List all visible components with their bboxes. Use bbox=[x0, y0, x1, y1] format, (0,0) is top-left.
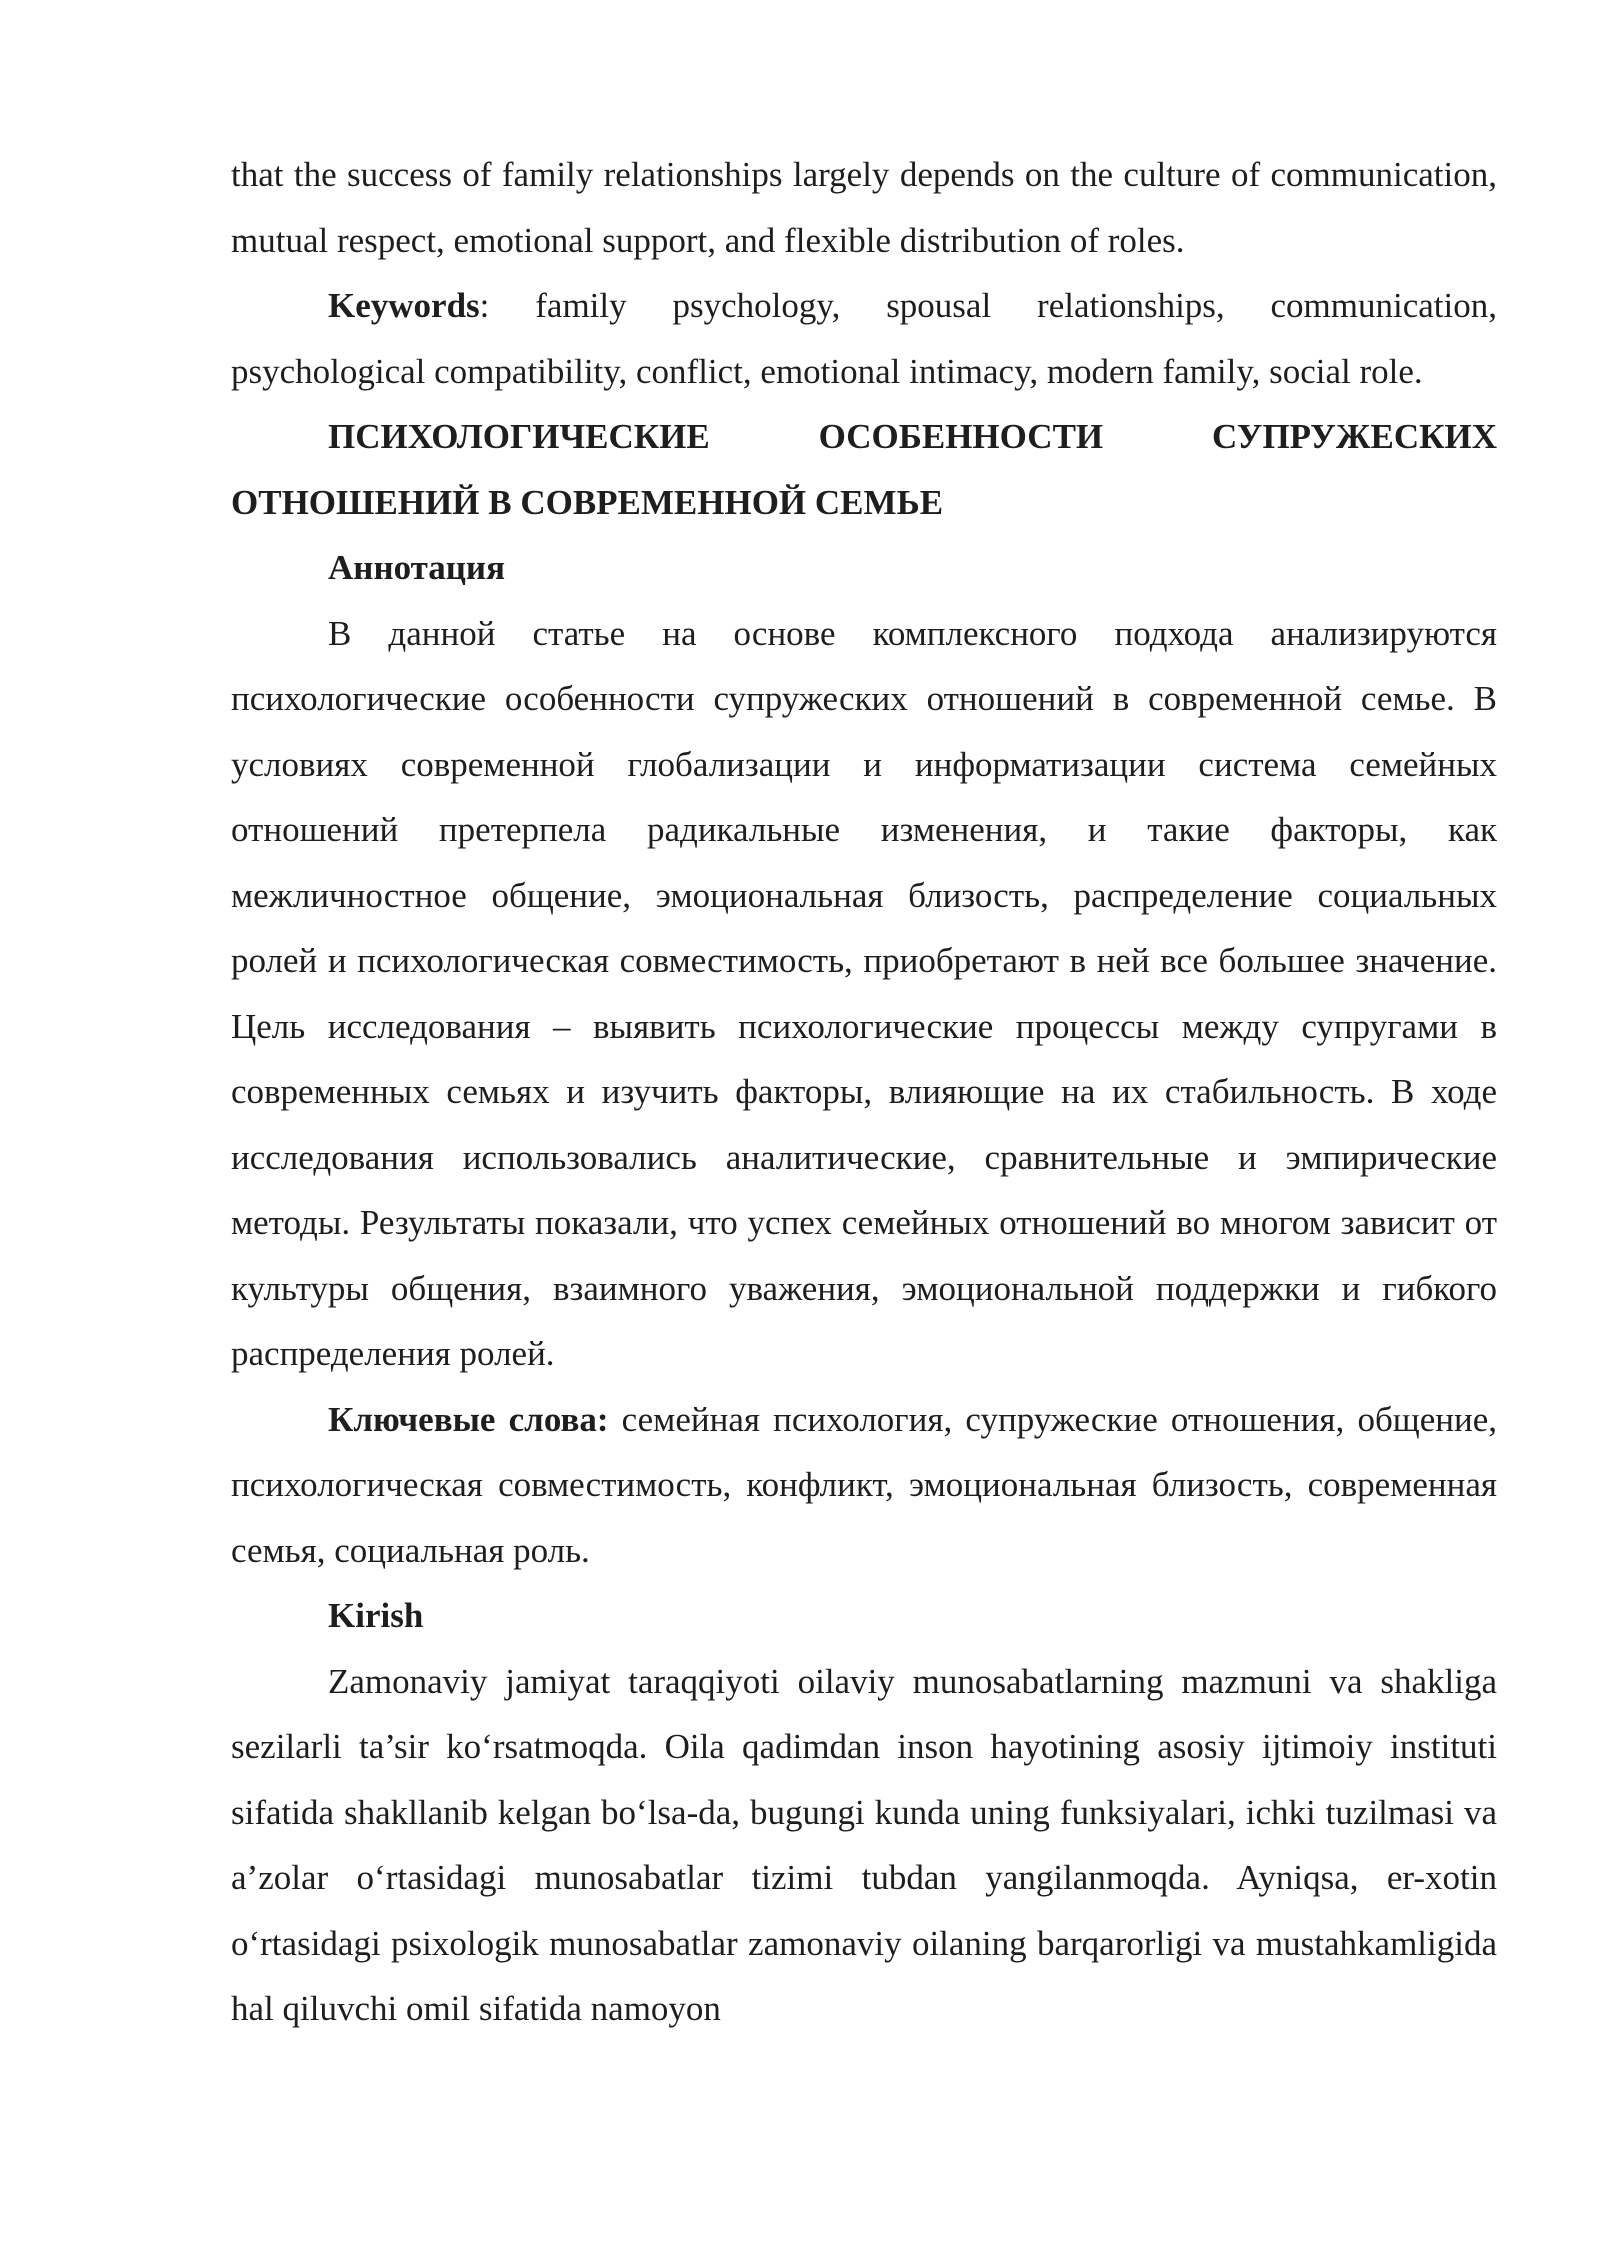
annotation-ru-text: В данной статье на основе комплексного подхода анализируются психологические особенности супружеских отношений в современной семье. В условиях современной глобализации и информатизации система семейных отношений претерпела радикальные изменения, и такие факторы, как межличностное общение, эмоциональная близость, распределение социальных ролей и психологическая совместимость, приобретают в ней все большее значение. Цель исследования – выявить психологические процессы между супругами в современных семьях и изучить факторы, влияющие на их стабильность. В ходе исследования использовались аналитические, сравнительные и эмпирические методы. Результаты показали, что успех семейных отношений во многом зависит от культуры общения, взаимного уважения, эмоциональной поддержки и гибкого распределения ролей. bbox=[231, 613, 1497, 1373]
intro-uz-heading: Kirish bbox=[328, 1596, 424, 1635]
title-ru-word: СУПРУЖЕСКИХ bbox=[1211, 417, 1497, 456]
abstract-en-tail: that the success of family relationships largely depends on the culture of communication, mutual respect, emotional support, and flexible distribution of roles. bbox=[231, 155, 1497, 260]
title-ru-line2: ОТНОШЕНИЙ В СОВРЕМЕННОЙ СЕМЬЕ bbox=[231, 482, 944, 522]
keywords-ru-label: Ключевые слова: bbox=[328, 1399, 609, 1439]
keywords-ru-paragraph bbox=[231, 1387, 1497, 1584]
keywords-en-label: Keywords bbox=[328, 286, 480, 325]
keywords-en-text: family psychology, spousal relationships, communication, psychological compatibility, conflict, emotional intimacy, modern family, social role. bbox=[231, 286, 1497, 391]
keywords-ru-text: семейная психология, супружеские отношения, общение, психологическая совместимость, конфликт, эмоциональная близость, современная семья, социальная роль. bbox=[231, 1399, 1497, 1570]
title-ru-line1 bbox=[231, 404, 1497, 470]
intro-uz-text: Zamonaviy jamiyat taraqqiyoti oilaviy munosabatlarning mazmuni va shakliga sezilarli ta’sir ko‘rsatmoqda. Oila qadimdan inson hayotining asosiy ijtimoiy instituti sifatida shakllanib kelgan bo‘lsa-da, bugungi kunda uning funksiyalari, ichki tuzilmasi va a’zolar o‘rtasidagi munosabatlar tizimi tubdan yangilanmoqda. Ayniqsa, er-xotin o‘rtasidagi psixologik munosabatlar zamonaviy oilaning barqarorligi va mustahkamligida hal qiluvchi omil sifatida namoyon bbox=[231, 1661, 1497, 2028]
annotation-ru-heading: Аннотация bbox=[328, 548, 506, 587]
title-ru-word: ОСОБЕННОСТИ bbox=[818, 417, 1104, 456]
keywords-en-paragraph bbox=[231, 273, 1497, 404]
title-ru-word: ПСИХОЛОГИЧЕСКИЕ bbox=[328, 417, 710, 456]
document-page bbox=[231, 142, 1497, 2042]
keywords-en-separator: : bbox=[479, 286, 490, 325]
